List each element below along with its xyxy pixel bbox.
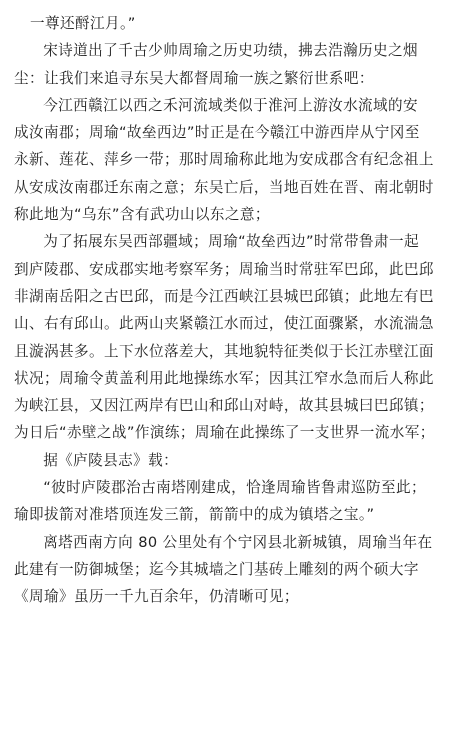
quotation-line: 瑜即拔箭对准塔顶连发三箭，箭箭中的成为镇塔之宝。”	[14, 506, 375, 524]
paragraph-line: 称此地为“乌东”含有武功山以东之意；	[14, 206, 270, 224]
paragraph-2	[14, 92, 452, 119]
quotation-block-cont	[14, 501, 452, 528]
paragraph-line: 到庐陵郡、安成郡实地考察军务；周瑜当时常驻军巴邱，此巴邱	[14, 260, 434, 278]
paragraph-line: 成汝南郡；周瑜“故垒西边”时正是在今赣江中游西岸从宁冈至	[14, 124, 420, 142]
paragraph-6-cont	[14, 556, 452, 611]
paragraph-line: 尘：让我们来追寻东吴大都督周瑜一族之繁衍世系吧：	[14, 69, 374, 87]
paragraph-3	[14, 228, 452, 255]
paragraph-line: 据《庐陵县志》载：	[43, 451, 179, 469]
paragraph-line: 为峡江县，又因江两岸有巴山和邱山对峙，故其县城曰巴邱镇；	[14, 397, 434, 415]
quotation-block	[14, 474, 452, 501]
paragraph-line: 一尊还酹江月。”	[30, 15, 136, 32]
paragraph-line: 为日后“赤壁之战”作演练；周瑜在此操练了一支世界一流水军；	[14, 424, 435, 442]
paragraph-line: 永新、莲花、萍乡一带；那时周瑜称此地为安成郡含有纪念祖上	[14, 151, 434, 169]
paragraph-line: 状况；周瑜令黄盖利用此地操练水军；因其江窄水急而后人称此	[14, 369, 434, 387]
paragraph-6	[14, 529, 452, 556]
paragraph-line: 且漩涡甚多。上下水位落差大，其地貌特征类似于长江赤壁江面	[14, 342, 434, 360]
paragraph-1-cont	[14, 65, 452, 92]
paragraph-2-cont	[14, 119, 452, 228]
paragraph-1	[14, 37, 452, 64]
paragraph-4	[14, 447, 452, 474]
quotation-line: “彼时庐陵郡治古南塔刚建成，恰逢周瑜皆鲁肃巡防至此；	[43, 479, 426, 497]
paragraph-line: 从安成汝南郡迁东南之意；东吴亡后，当地百姓在晋、南北朝时	[14, 178, 434, 196]
paragraph-line: 今江西赣江以西之禾河流域类似于淮河上游汝水流域的安	[43, 96, 419, 114]
paragraph-line: 离塔西南方向 80 公里处有个宁冈县北新城镇，周瑜当年在	[43, 533, 433, 551]
paragraph-3-cont	[14, 256, 452, 447]
paragraph-line: 非湖南岳阳之古巴邱，而是今江西峡江县城巴邱镇；此地左有巴	[14, 287, 434, 305]
paragraph-line: 《周瑜》虽历一千九百余年，仍清晰可见；	[14, 588, 299, 606]
paragraph-line: 宋诗道出了千古少帅周瑜之历史功绩，拂去浩瀚历史之烟	[43, 42, 419, 60]
paragraph-line: 为了拓展东吴西部疆域；周瑜“故垒西边”时常带鲁肃一起	[43, 233, 419, 251]
paragraph-0	[14, 10, 452, 37]
paragraph-line: 此建有一防御城堡；迄今其城墙之门基砖上雕刻的两个硕大字	[14, 560, 419, 578]
paragraph-line: 山、右有邱山。此两山夹紧赣江水而过，使江面骤紧，水流湍急	[14, 315, 434, 333]
